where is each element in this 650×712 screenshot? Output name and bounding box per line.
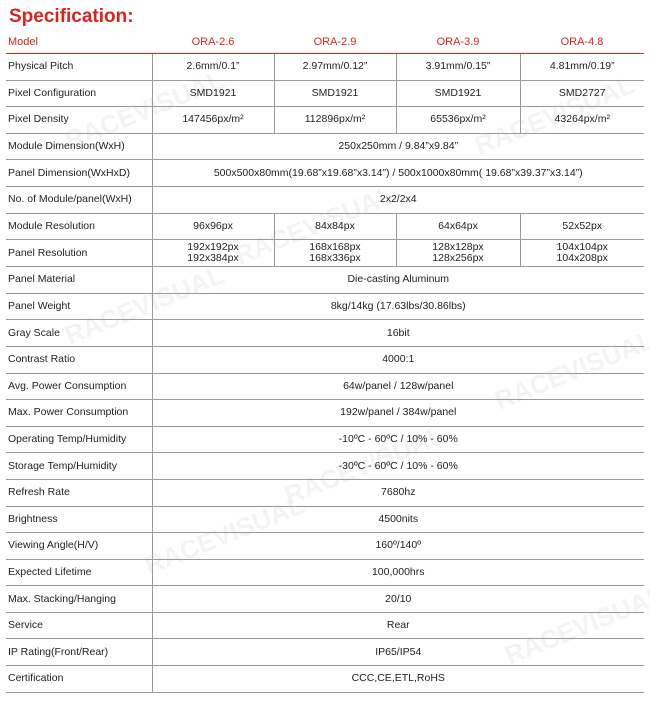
table-cell-merged: 250x250mm / 9.84”x9.84” [152, 133, 644, 160]
table-row [6, 186, 644, 213]
row-label: IP Rating(Front/Rear) [6, 639, 152, 666]
table-cell: SMD2727 [520, 80, 644, 107]
table-cell-merged: 500x500x80mm(19.68”x19.68”x3.14”) / 500x1000x80mm( 19.68”x39.37”x3.14”) [152, 160, 644, 187]
row-label: Physical Pitch [6, 54, 152, 81]
table-cell [152, 240, 274, 267]
page-title: Specification: [9, 6, 134, 27]
table-cell: 4.81mm/0.19” [520, 54, 644, 81]
table-cell: 52x52px [520, 213, 644, 240]
row-label: Contrast Ratio [6, 346, 152, 373]
table-header-row [6, 31, 644, 54]
row-label: Avg. Power Consumption [6, 373, 152, 400]
table-row [6, 666, 644, 693]
table-cell-merged: 20/10 [152, 586, 644, 613]
table-row [6, 586, 644, 613]
table-cell-merged: IP65/IP54 [152, 639, 644, 666]
table-cell-merged: 160º/140º [152, 533, 644, 560]
table-cell: 43264px/m² [520, 107, 644, 134]
table-cell-merged: Die-casting Aluminum [152, 267, 644, 294]
table-row [6, 320, 644, 347]
header-ora-2-6: ORA-2.6 [152, 31, 274, 54]
row-label: Panel Material [6, 267, 152, 294]
table-row [6, 80, 644, 107]
table-row [6, 346, 644, 373]
table-cell: SMD1921 [274, 80, 396, 107]
table-row [6, 160, 644, 187]
row-label: Refresh Rate [6, 479, 152, 506]
header-ora-3-9: ORA-3.9 [396, 31, 520, 54]
table-row [6, 612, 644, 639]
table-cell: 2.6mm/0.1” [152, 54, 274, 81]
table-cell: 96x96px [152, 213, 274, 240]
table-row [6, 267, 644, 294]
table-row [6, 453, 644, 480]
row-label: Pixel Density [6, 107, 152, 134]
table-cell: SMD1921 [152, 80, 274, 107]
table-cell-merged: 100,000hrs [152, 559, 644, 586]
row-label: Panel Weight [6, 293, 152, 320]
row-label: Operating Temp/Humidity [6, 426, 152, 453]
table-cell-merged: 4000:1 [152, 346, 644, 373]
table-row [6, 400, 644, 427]
table-row [6, 426, 644, 453]
table-cell-merged: 7680hz [152, 479, 644, 506]
row-label: Service [6, 612, 152, 639]
table-row [6, 533, 644, 560]
table-row [6, 133, 644, 160]
header-model: Model [6, 31, 152, 54]
row-label: Certification [6, 666, 152, 693]
table-cell: 65536px/m² [396, 107, 520, 134]
table-row [6, 293, 644, 320]
table-cell: SMD1921 [396, 80, 520, 107]
row-label: Expected Lifetime [6, 559, 152, 586]
row-label: Pixel Configuration [6, 80, 152, 107]
table-cell [520, 240, 644, 267]
row-label: Panel Dimension(WxHxD) [6, 160, 152, 187]
table-row [6, 107, 644, 134]
table-row [6, 213, 644, 240]
table-cell-merged: 192w/panel / 384w/panel [152, 400, 644, 427]
row-label: No. of Module/panel(WxH) [6, 186, 152, 213]
table-row [6, 240, 644, 267]
spec-table [6, 31, 644, 693]
cell-line: 168x168px [309, 241, 361, 254]
row-label: Max. Power Consumption [6, 400, 152, 427]
table-cell-merged: CCC,CE,ETL,RoHS [152, 666, 644, 693]
cell-line: 128x128px [432, 241, 484, 254]
table-cell-merged: -10ºC - 60ºC / 10% - 60% [152, 426, 644, 453]
cell-line: 128x256px [432, 252, 484, 265]
table-cell [396, 240, 520, 267]
table-cell: 3.91mm/0.15” [396, 54, 520, 81]
table-cell-merged: 64w/panel / 128w/panel [152, 373, 644, 400]
table-cell-merged: 16bit [152, 320, 644, 347]
table-row [6, 559, 644, 586]
table-cell: 147456px/m² [152, 107, 274, 134]
row-label: Max. Stacking/Hanging [6, 586, 152, 613]
header-ora-2-9: ORA-2.9 [274, 31, 396, 54]
table-cell [274, 240, 396, 267]
spec-table-body [6, 54, 644, 693]
table-row [6, 639, 644, 666]
table-cell-merged: 8kg/14kg (17.63lbs/30.86lbs) [152, 293, 644, 320]
table-row [6, 373, 644, 400]
cell-line: 104x208px [556, 252, 608, 265]
header-ora-4-8: ORA-4.8 [520, 31, 644, 54]
table-cell-merged: 2x2/2x4 [152, 186, 644, 213]
table-row [6, 479, 644, 506]
table-row [6, 506, 644, 533]
cell-line: 192x384px [187, 252, 239, 265]
table-cell: 64x64px [396, 213, 520, 240]
table-cell: 84x84px [274, 213, 396, 240]
cell-line: 192x192px [187, 241, 239, 254]
row-label: Gray Scale [6, 320, 152, 347]
row-label: Module Dimension(WxH) [6, 133, 152, 160]
row-label: Viewing Angle(H/V) [6, 533, 152, 560]
table-cell-merged: Rear [152, 612, 644, 639]
cell-line: 168x336px [309, 252, 361, 265]
table-row [6, 54, 644, 81]
row-label: Panel Resolution [6, 240, 152, 267]
row-label: Module Resolution [6, 213, 152, 240]
row-label: Brightness [6, 506, 152, 533]
table-cell: 112896px/m² [274, 107, 396, 134]
row-label: Storage Temp/Humidity [6, 453, 152, 480]
cell-line: 104x104px [556, 241, 608, 254]
table-cell: 2.97mm/0.12” [274, 54, 396, 81]
table-cell-merged: -30ºC - 60ºC / 10% - 60% [152, 453, 644, 480]
table-cell-merged: 4500nits [152, 506, 644, 533]
